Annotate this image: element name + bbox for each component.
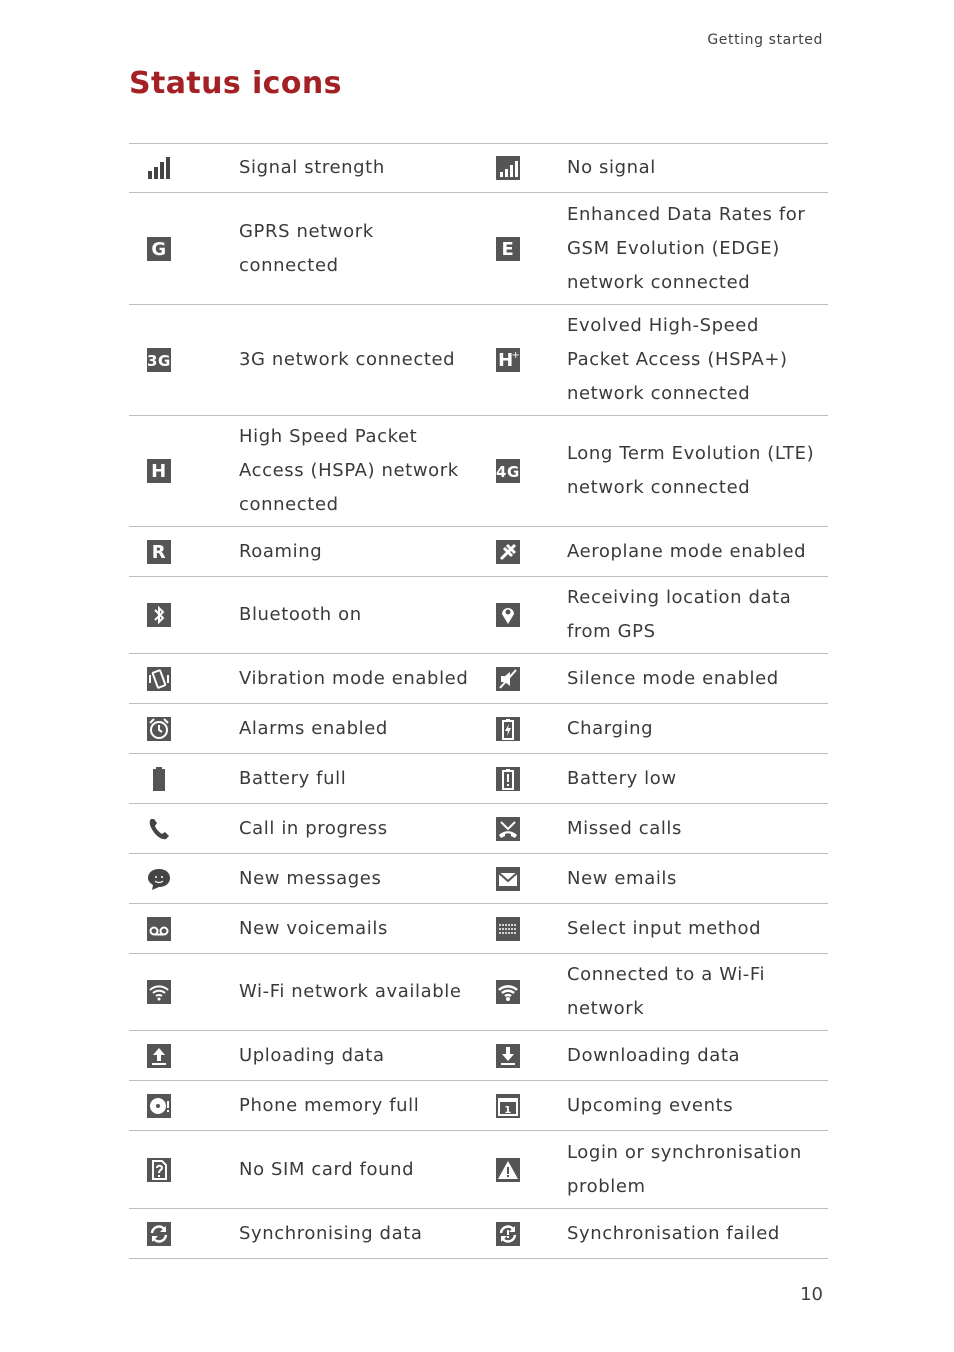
gps-location-icon	[495, 602, 521, 628]
icon-cell	[477, 954, 567, 1031]
aeroplane-icon	[495, 539, 521, 565]
wifi-available-icon	[146, 979, 172, 1005]
status-description: New messages	[239, 867, 382, 889]
table-row	[129, 144, 828, 193]
icon-cell	[129, 654, 239, 704]
svg-text:H: H	[498, 350, 514, 371]
description-cell	[567, 416, 828, 527]
wifi-connected-icon	[495, 979, 521, 1005]
svg-text:4G: 4G	[496, 463, 520, 481]
4g-icon	[495, 458, 521, 484]
icon-cell	[477, 193, 567, 305]
status-description: Alarms enabled	[239, 717, 388, 739]
description-cell	[567, 854, 828, 904]
table-row	[129, 527, 828, 577]
status-description: Battery full	[239, 767, 347, 789]
description-cell	[567, 305, 828, 416]
status-description: Silence mode enabled	[567, 667, 779, 689]
table-row	[129, 577, 828, 654]
silence-icon	[495, 666, 521, 692]
icon-cell	[477, 754, 567, 804]
sync-failed-icon	[495, 1221, 521, 1247]
warning-icon	[495, 1157, 521, 1183]
call-icon	[146, 816, 172, 842]
alarm-icon	[146, 716, 172, 742]
status-description: Wi-Fi network available	[239, 981, 462, 1002]
download-icon	[495, 1043, 521, 1069]
description-cell	[239, 654, 477, 704]
icon-cell	[129, 577, 239, 654]
gprs-icon	[146, 236, 172, 262]
description-cell	[567, 1081, 828, 1131]
icon-cell	[129, 1209, 239, 1259]
icon-cell	[129, 305, 239, 416]
icon-cell	[477, 577, 567, 654]
description-cell	[567, 954, 828, 1031]
table-row	[129, 1209, 828, 1259]
status-description: Aeroplane mode enabled	[567, 540, 807, 562]
keyboard-icon	[495, 916, 521, 942]
icon-cell	[477, 854, 567, 904]
status-description: Charging	[567, 717, 654, 739]
icon-cell	[477, 654, 567, 704]
icon-cell	[477, 704, 567, 754]
description-cell	[567, 804, 828, 854]
description-cell	[567, 1209, 828, 1259]
icon-cell	[129, 754, 239, 804]
description-cell	[239, 1209, 477, 1259]
table-row	[129, 654, 828, 704]
icon-cell	[477, 144, 567, 193]
svg-text:H: H	[151, 461, 167, 482]
description-cell	[239, 1081, 477, 1131]
description-cell	[567, 1131, 828, 1209]
upload-icon	[146, 1043, 172, 1069]
table-row	[129, 1031, 828, 1081]
icon-cell	[477, 416, 567, 527]
status-description: Long Term Evolution (LTE) network connected	[567, 443, 815, 498]
status-description: GPRS network connected	[239, 220, 374, 276]
status-description: Battery low	[567, 767, 677, 789]
status-description: New voicemails	[239, 917, 388, 939]
icon-cell	[477, 1131, 567, 1209]
table-row	[129, 854, 828, 904]
description-cell	[567, 754, 828, 804]
icon-cell	[477, 305, 567, 416]
status-description: Synchronising data	[239, 1222, 423, 1244]
icon-cell	[129, 527, 239, 577]
description-cell	[239, 1131, 477, 1209]
description-cell	[239, 854, 477, 904]
description-cell	[239, 144, 477, 193]
table-row	[129, 193, 828, 305]
description-cell	[239, 904, 477, 954]
status-description: Missed calls	[567, 817, 683, 839]
description-cell	[567, 577, 828, 654]
description-cell	[239, 305, 477, 416]
svg-text:1: 1	[504, 1104, 512, 1116]
status-description: No SIM card found	[239, 1158, 415, 1180]
table-row	[129, 416, 828, 527]
description-cell	[567, 144, 828, 193]
description-cell	[239, 193, 477, 305]
status-description: High Speed Packet Access (HSPA) network connected	[239, 426, 459, 515]
icon-cell	[477, 1031, 567, 1081]
description-cell	[239, 527, 477, 577]
sync-icon	[146, 1221, 172, 1247]
icon-cell	[477, 1209, 567, 1259]
description-cell	[239, 754, 477, 804]
icon-cell	[129, 144, 239, 193]
icon-cell	[129, 804, 239, 854]
page-title: Status icons	[129, 66, 342, 101]
table-row	[129, 754, 828, 804]
status-description: Login or synchronisation problem	[567, 1141, 802, 1197]
status-description: No signal	[567, 157, 656, 178]
missed-call-icon	[495, 816, 521, 842]
status-description: Bluetooth on	[239, 604, 362, 625]
description-cell	[567, 1031, 828, 1081]
icon-cell	[129, 193, 239, 305]
svg-text:R: R	[151, 541, 167, 563]
status-description: 3G network connected	[239, 349, 456, 370]
status-description: Evolved High-Speed Packet Access (HSPA+) network connected	[567, 315, 788, 404]
description-cell	[239, 416, 477, 527]
icon-cell	[477, 904, 567, 954]
section-header: Getting started	[707, 32, 823, 48]
icon-cell	[477, 527, 567, 577]
description-cell	[239, 704, 477, 754]
icon-cell	[477, 804, 567, 854]
description-cell	[567, 654, 828, 704]
status-description: Connected to a Wi-Fi network	[567, 964, 766, 1019]
description-cell	[239, 577, 477, 654]
icon-cell	[477, 1081, 567, 1131]
hspa-icon	[146, 458, 172, 484]
icon-cell	[129, 1031, 239, 1081]
description-cell	[239, 1031, 477, 1081]
status-description: Call in progress	[239, 817, 388, 839]
table-row	[129, 1131, 828, 1209]
voicemail-icon	[146, 916, 172, 942]
bluetooth-icon	[146, 602, 172, 628]
description-cell	[239, 804, 477, 854]
svg-text:3G: 3G	[147, 352, 171, 370]
table-row	[129, 904, 828, 954]
charging-icon	[495, 716, 521, 742]
message-icon	[146, 866, 172, 892]
icon-cell	[129, 704, 239, 754]
status-description: Roaming	[239, 540, 323, 562]
edge-icon	[495, 236, 521, 262]
status-description: Select input method	[567, 917, 762, 939]
description-cell	[567, 527, 828, 577]
description-cell	[567, 193, 828, 305]
description-cell	[567, 704, 828, 754]
status-description: Downloading data	[567, 1044, 741, 1066]
icon-cell	[129, 1081, 239, 1131]
icon-cell	[129, 954, 239, 1031]
roaming-icon	[146, 539, 172, 565]
table-row	[129, 804, 828, 854]
icon-cell	[129, 854, 239, 904]
memory-full-icon	[146, 1093, 172, 1119]
status-description: Vibration mode enabled	[239, 667, 469, 689]
status-description: New emails	[567, 867, 678, 889]
status-description: Signal strength	[239, 157, 385, 178]
icon-cell	[129, 1131, 239, 1209]
status-icons-table	[129, 143, 828, 1259]
table-row	[129, 1081, 828, 1131]
page-number: 10	[800, 1284, 823, 1305]
signal-strength-icon	[146, 155, 172, 181]
svg-text:+: +	[511, 350, 521, 361]
table-row	[129, 954, 828, 1031]
calendar-icon	[495, 1093, 521, 1119]
status-description: Phone memory full	[239, 1094, 420, 1116]
vibration-icon	[146, 666, 172, 692]
email-icon	[495, 866, 521, 892]
3g-icon	[146, 347, 172, 373]
status-description: Receiving location data from GPS	[567, 587, 792, 642]
table-row	[129, 305, 828, 416]
table-row	[129, 704, 828, 754]
description-cell	[567, 904, 828, 954]
svg-text:G: G	[151, 238, 167, 260]
svg-text:E: E	[501, 238, 515, 260]
battery-low-icon	[495, 766, 521, 792]
status-description: Upcoming events	[567, 1094, 734, 1116]
status-description: Synchronisation failed	[567, 1222, 780, 1244]
hspa-plus-icon	[495, 347, 521, 373]
icon-cell	[129, 904, 239, 954]
description-cell	[239, 954, 477, 1031]
no-signal-icon	[495, 155, 521, 181]
icon-cell	[129, 416, 239, 527]
status-description: Uploading data	[239, 1044, 385, 1066]
no-sim-icon	[146, 1157, 172, 1183]
battery-full-icon	[146, 766, 172, 792]
status-description: Enhanced Data Rates for GSM Evolution (EDGE) network connected	[567, 203, 806, 293]
